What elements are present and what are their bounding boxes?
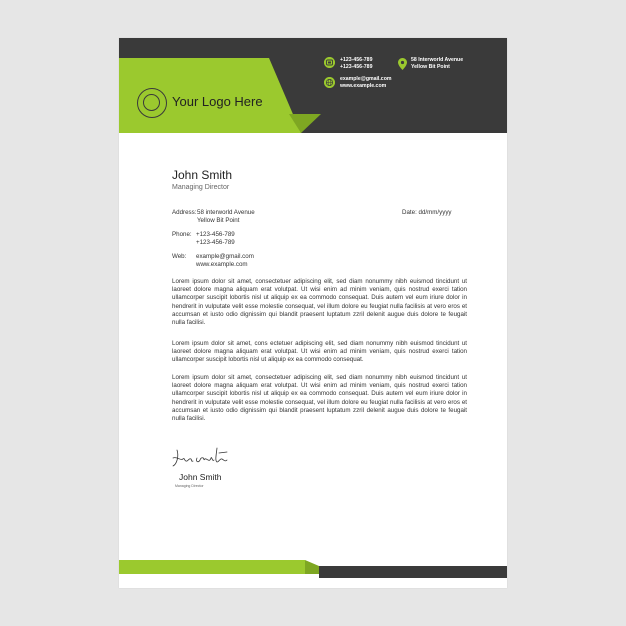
- web-label: Web:: [172, 253, 187, 260]
- body-paragraph-2: Lorem ipsum dolor sit amet, cons ectetuer adipiscing elit, sed diam nonummy nibh euismod tincidunt ut laoreet dolore magna aliquam erat volutpat. Ut wisi enim ad minim veniam, quis nostrud exerci tation ullamcorper suscipit lobortis nisl ut aliquip ex ea commodo consequat.: [172, 340, 467, 364]
- logo-text: Your Logo Here: [172, 94, 263, 109]
- signature-name: John Smith: [179, 472, 222, 482]
- address-line-2: Yellow Bit Point: [197, 217, 240, 224]
- phone-1: +123-456-789: [196, 231, 235, 238]
- address-label: Address:: [172, 209, 197, 216]
- header-phone-1: +123-456-789: [340, 57, 373, 63]
- signature-title: Managing Director: [175, 484, 204, 488]
- phone-label: Phone:: [172, 231, 192, 238]
- phone-2: +123-456-789: [196, 239, 235, 246]
- letterhead-page: [119, 38, 507, 588]
- sender-title: Managing Director: [172, 184, 230, 191]
- header-address-1: 58 Interworld Avenue: [411, 57, 464, 63]
- handwritten-signature: [171, 444, 233, 470]
- location-pin-icon: [398, 58, 407, 70]
- address-line-1: 58 interworld Avenue: [197, 209, 255, 216]
- header-website: www.example.com: [340, 82, 387, 89]
- phone-icon: [324, 57, 335, 68]
- header-fold-shape: [119, 38, 507, 133]
- globe-icon: [324, 77, 335, 88]
- date-field: Date: dd/mm/yyyy: [402, 209, 452, 216]
- body-paragraph-1: Lorem ipsum dolor sit amet, consectetuer adipiscing elit, sed diam nonummy nibh euismod tincidunt ut laoreet dolore magna aliquam erat volutpat. Ut wisi enim ad minim veniam, quis nostrud exerci tation ullamcorper suscipit lobortis nisl ut aliquip ex ea commodo consequat. Duis autem vel eum iriure dolor in hendrerit in vulputate velit esse molestie consequat, vel illum dolore eu feugiat nulla facilisis at vero eros et accumsan et iusto odio dignissim qui blandit praesent luptatum zzril delenit augue duis dolore te feugait nulla facilisi.: [172, 278, 467, 327]
- sender-name: John Smith: [172, 168, 233, 182]
- web-url: www.example.com: [196, 261, 248, 268]
- header-email: example@gmail.com: [340, 76, 392, 82]
- body-paragraph-3: Lorem ipsum dolor sit amet, consectetuer adipiscing elit, sed diam nonummy nibh euismod tincidunt ut laoreet dolore magna aliquam erat volutpat. Ut wisi enim ad minim veniam, quis nostrud exerci tation ullamcorper suscipit lobortis nisl ut aliquip ex ea commodo consequat. Duis autem vel eum iriure dolor in hendrerit in vulputate velit esse molestie consequat, vel illum dolore eu feugiat nulla facilisis at vero eros et accumsan et iusto odio dignissim qui blandit praesent luptatum zzril delenit augue duis dolore te feugait nulla facilisi.: [172, 374, 467, 423]
- concentric-circle-logo-icon: [137, 88, 167, 118]
- web-email: example@gmail.com: [196, 253, 254, 260]
- header-phone-2: +123-456-789: [340, 63, 373, 70]
- footer-band: [119, 548, 507, 588]
- header-address-2: Yellow Bit Point: [411, 63, 450, 70]
